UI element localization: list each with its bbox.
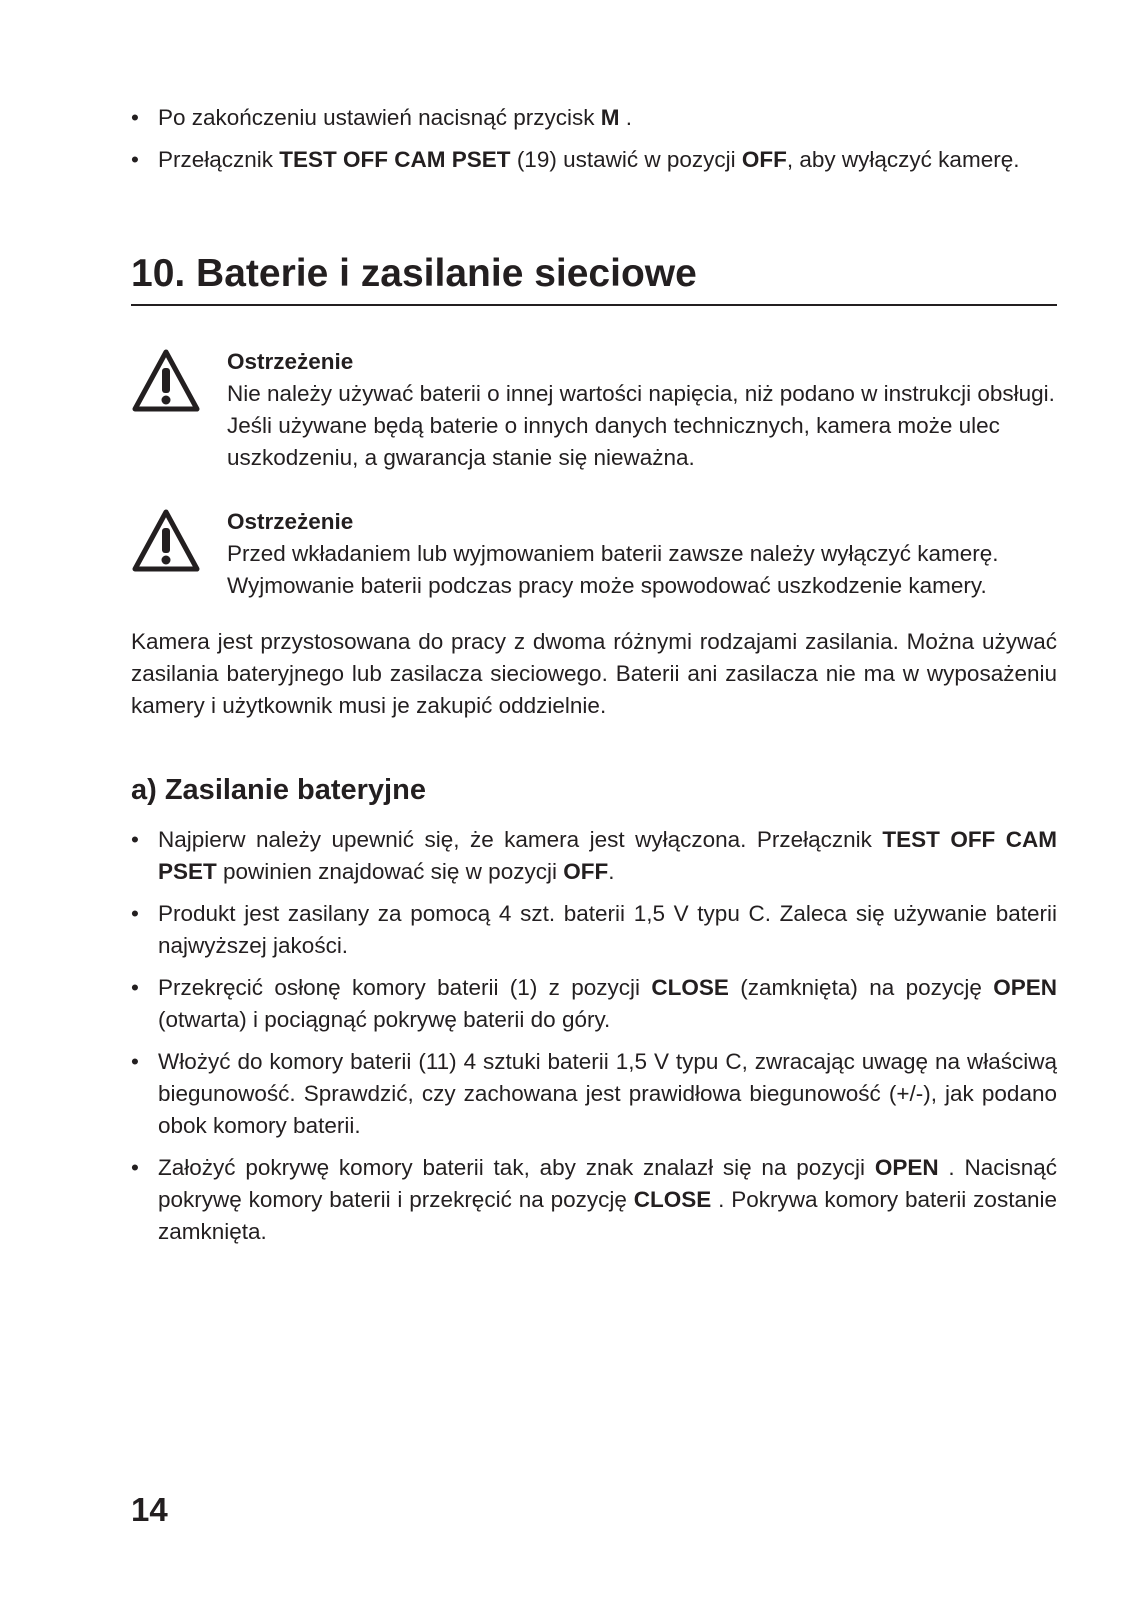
bold-term: CLOSE	[651, 975, 729, 1000]
bullet-dot: •	[131, 105, 139, 130]
warning-line: Nie należy używać baterii o innej wartości napięcia, niż podano w instrukcji obsługi.	[227, 381, 1055, 406]
top-bullet-list	[131, 102, 1057, 186]
list-item	[131, 1152, 1057, 1248]
text-run: Przełącznik	[158, 147, 280, 172]
manual-page	[131, 0, 1057, 1600]
list-item	[131, 102, 1057, 134]
warning-line: uszkodzeniu, a gwarancja stanie się nieważna.	[227, 445, 695, 470]
text-run: Najpierw należy upewnić się, że kamera jest wyłączona. Przełącznik	[158, 827, 883, 852]
warning-title: Ostrzeżenie	[227, 349, 354, 374]
warning-text-2	[227, 506, 1057, 602]
text-run: . Nacisnąć pokrywę komory baterii i przekręcić na pozycję	[158, 1155, 1058, 1212]
bold-term: OFF	[741, 147, 787, 172]
bullet-dot: •	[131, 1049, 139, 1074]
text-run: Produkt jest zasilany za pomocą 4 szt. baterii 1,5 V typu C. Zaleca się używanie baterii najwyższej jakości.	[158, 901, 1057, 958]
text-run: Przekręcić osłonę komory baterii (1) z pozycji	[158, 975, 652, 1000]
list-item	[131, 898, 1057, 962]
intro-paragraph: Kamera jest przystosowana do pracy z dwoma różnymi rodzajami zasilania. Można używać zasilania bateryjnego lub zasilacza sieciowego. Baterii ani zasilacza nie ma w wyposażeniu kamery i użytkownik musi je zakupić oddzielnie.	[131, 629, 1057, 718]
bold-term: TEST OFF CAM PSET	[279, 147, 511, 172]
bold-term: OPEN	[874, 1155, 939, 1180]
text-run: (19) ustawić w pozycji	[510, 147, 742, 172]
text-run: , aby wyłączyć kamerę.	[786, 147, 1020, 172]
warning-line: Wyjmowanie baterii podczas pracy może spowodować uszkodzenie kamery.	[227, 573, 987, 598]
bold-term: CLOSE	[633, 1187, 712, 1212]
battery-bullet-list	[131, 824, 1057, 1258]
page-number: 14	[131, 1491, 168, 1528]
text-run: Po zakończeniu ustawień nacisnąć przycisk	[158, 105, 601, 130]
warning-triangle-icon	[131, 348, 201, 414]
bold-term: TEST OFF CAM PSET	[158, 827, 1057, 884]
list-item	[131, 144, 1057, 176]
warning-line: Jeśli używane będą baterie o innych danych technicznych, kamera może ulec	[227, 413, 1000, 438]
text-run: .	[619, 105, 632, 130]
bullet-dot: •	[131, 901, 139, 926]
text-run: (otwarta) i pociągnąć pokrywę baterii do góry.	[158, 1007, 611, 1032]
text-run: powinien znajdować się w pozycji	[216, 859, 564, 884]
warning-text-1	[227, 346, 1057, 474]
list-item	[131, 824, 1057, 888]
text-run: . Pokrywa komory baterii zostanie zamknięta.	[158, 1187, 1057, 1244]
text-run: (zamknięta) na pozycję	[728, 975, 994, 1000]
warning-line: Przed wkładaniem lub wyjmowaniem baterii zawsze należy wyłączyć kamerę.	[227, 541, 999, 566]
bullet-dot: •	[131, 827, 139, 852]
list-item	[131, 1046, 1057, 1142]
bold-term: M	[600, 105, 620, 130]
bold-term: OPEN	[993, 975, 1057, 1000]
bullet-dot: •	[131, 147, 139, 172]
list-item	[131, 972, 1057, 1036]
bullet-dot: •	[131, 1155, 139, 1180]
bold-term: OFF	[563, 859, 609, 884]
warning-title: Ostrzeżenie	[227, 509, 354, 534]
section-title: 10. Baterie i zasilanie sieciowe	[131, 248, 1057, 306]
bullet-dot: •	[131, 975, 139, 1000]
subsection-title: a) Zasilanie bateryjne	[131, 774, 426, 806]
text-run: Założyć pokrywę komory baterii tak, aby znak znalazł się na pozycji	[158, 1155, 875, 1180]
text-run: .	[608, 859, 615, 884]
warning-triangle-icon	[131, 508, 201, 574]
text-run: Włożyć do komory baterii (11) 4 sztuki baterii 1,5 V typu C, zwracając uwagę na właściwą biegunowość. Sprawdzić, czy zachowana jest prawidłowa biegunowość (+/-), jak podano obok komory baterii.	[158, 1049, 1057, 1138]
